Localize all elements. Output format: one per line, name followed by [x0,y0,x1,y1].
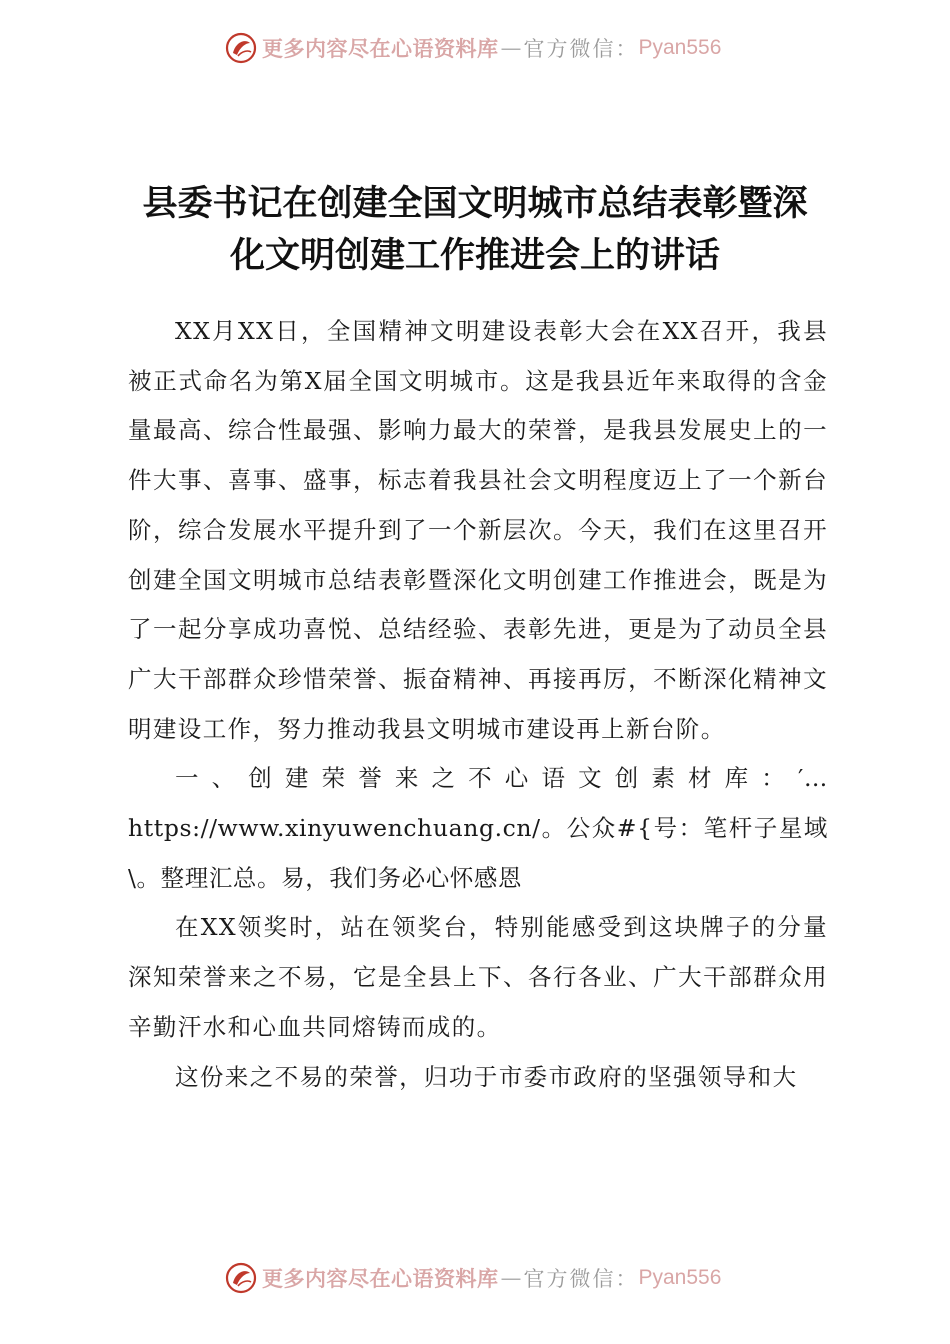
paragraph-4: 这份来之不易的荣誉，归功于市委市政府的坚强领导和大 [175,1062,798,1091]
paragraph-3: 在XX领奖时，站在领奖台，特别能感受到这块牌子的分量深知荣誉来之不易，它是全县上下、各行各业、广大干部群众用辛勤汗水和心血共同熔铸而成的。 [128,913,828,1041]
xinyu-logo-icon [224,31,258,65]
watermark-footer [0,1258,950,1298]
xinyu-logo-icon [224,1261,258,1295]
paragraph-2: 一、创建荣誉来之不心语文创素材库：′…https://www.xinyuwenchuang.cn/。公众#{号：笔杆子星域\。整理汇总。易，我们务必心怀感恩 [128,764,828,892]
watermark-sub-text: 官方微信： [523,37,639,61]
title-line-2: 化文明创建工作推进会上的讲话 [229,235,720,276]
paragraph-1: XX月XX日，全国精神文明建设表彰大会在XX召开，我县被正式命名为第X届全国文明城市。这是我县近年来取得的含金量最高、综合性最强、影响力最大的荣誉，是我县发展史上的一件大事、喜事、盛事，标志着我县社会文明程度迈上了一个新台阶，综合发展水平提升到了一个新层次。今天，我们在这里召开创建全国文明城市总结表彰暨深化文明创建工作推进会，既是为了一起分享成功喜悦、总结经验、表彰先进，更是为了动员全县广大干部群众珍惜荣誉、振奋精神、再接再厉，不断深化精神文明建设工作，努力推动我县文明城市建设再上新台阶。 [128,317,828,743]
watermark-wechat-id: Pyan556 [638,36,722,59]
document-title [120,178,830,282]
watermark-wechat-id: Pyan556 [638,1266,722,1289]
title-line-1: 县委书记在创建全国文明城市总结表彰暨深 [142,183,808,224]
watermark-main-text: 更多内容尽在心语资料库 [262,1266,499,1291]
watermark-sub-text: 官方微信： [523,1267,639,1291]
watermark-dash: — [500,36,522,60]
document-body [128,307,828,1102]
watermark-dash: — [500,1266,522,1290]
watermark-header [0,28,950,68]
watermark-main-text: 更多内容尽在心语资料库 [262,36,499,61]
